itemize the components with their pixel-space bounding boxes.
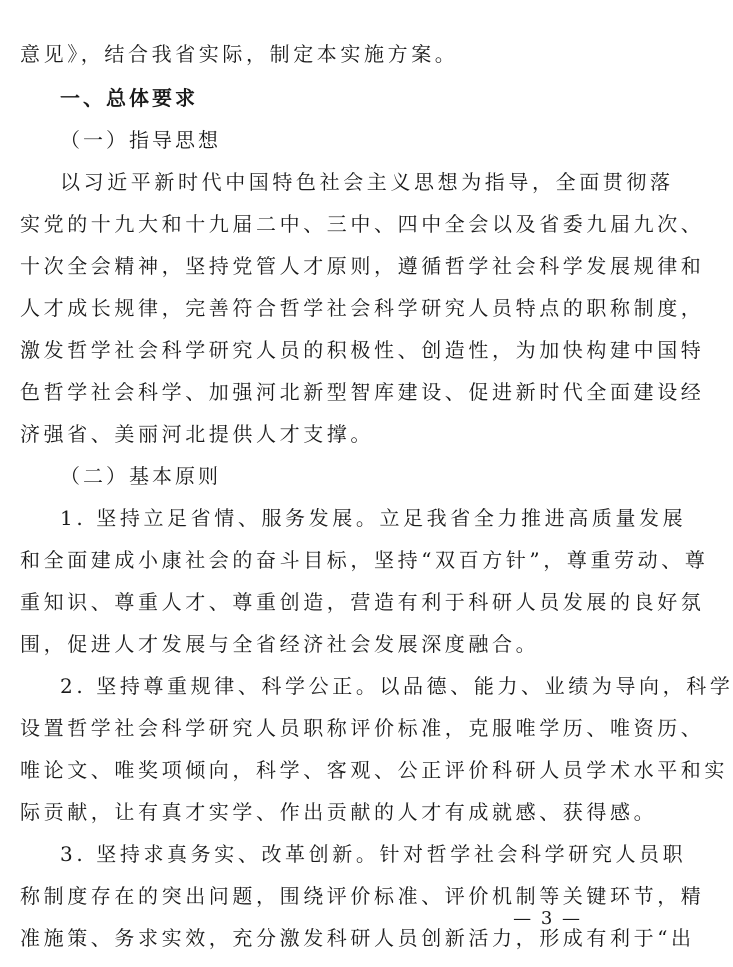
text-line: 意见》，结合我省实际，制定本实施方案。 [20,42,459,66]
text-line: 实党的十九大和十九届二中、三中、四中全会以及省委九届九次、 [20,212,705,236]
text-line: 人才成长规律，完善符合哲学社会科学研究人员特点的职称制度， [20,296,705,320]
text-line: 围，促进人才发展与全省经济社会发展深度融合。 [20,632,540,656]
subsection-heading: （一）指导思想 [60,128,221,152]
text-line: 重知识、尊重人才、尊重创造，营造有利于科研人员发展的良好氛 [20,590,705,614]
text-line: 济强省、美丽河北提供人才支撑。 [20,422,374,446]
text-line: 十次全会精神，坚持党管人才原则，遵循哲学社会科学发展规律和 [20,254,705,278]
page-number: — 3 — [513,908,582,929]
text-line: 和全面建成小康社会的奋斗目标，坚持“双百方针”，尊重劳动、尊 [20,548,709,572]
text-line: 称制度存在的突出问题，围绕评价标准、评价机制等关键环节，精 [20,884,705,908]
text-line: 2. 坚持尊重规律、科学公正。以品德、能力、业绩为导向，科学 [60,674,733,698]
text-line: 以习近平新时代中国特色社会主义思想为指导，全面贯彻落 [60,170,674,194]
text-line: 3. 坚持求真务实、改革创新。针对哲学社会科学研究人员职 [60,842,687,866]
text-line: 唯论文、唯奖项倾向，科学、客观、公正评价科研人员学术水平和实 [20,758,728,782]
text-line: 色哲学社会科学、加强河北新型智库建设、促进新时代全面建设经 [20,380,705,404]
text-line: 设置哲学社会科学研究人员职称评价标准，克服唯学历、唯资历、 [20,716,705,740]
subsection-heading: （二）基本原则 [60,464,221,488]
text-line: 际贡献，让有真才实学、作出贡献的人才有成就感、获得感。 [20,800,658,824]
text-line: 激发哲学社会科学研究人员的积极性、创造性，为加快构建中国特 [20,338,705,362]
text-line: 1. 坚持立足省情、服务发展。立足我省全力推进高质量发展 [60,506,687,530]
section-heading: 一、总体要求 [60,86,198,110]
text-line: 准施策、务求实效，充分激发科研人员创新活力，形成有利于“出 [20,926,695,950]
